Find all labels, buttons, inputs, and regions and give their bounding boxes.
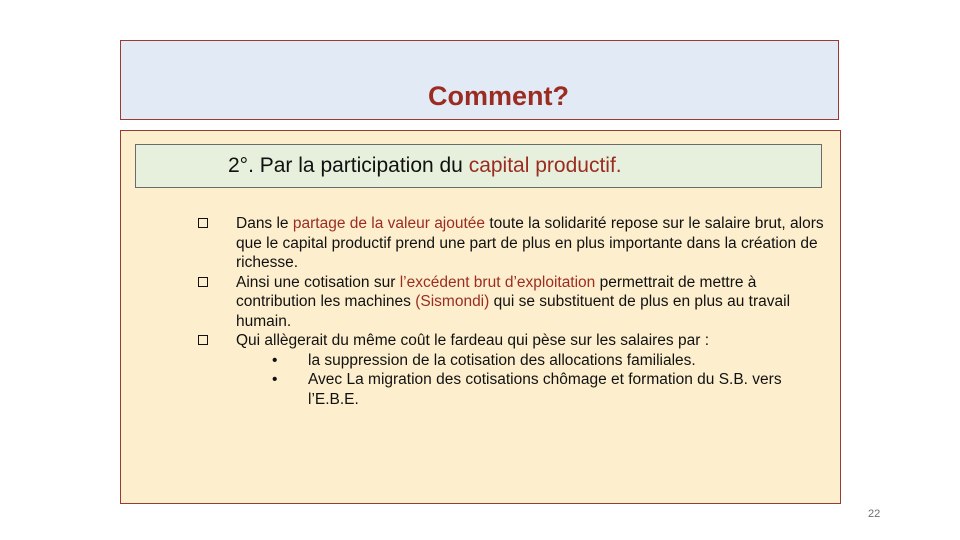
bullet-text: Dans le	[236, 215, 293, 232]
sub-bullet-item	[196, 351, 836, 371]
bullet-item	[196, 273, 836, 332]
checkbox-bullet-icon	[198, 335, 208, 345]
checkbox-bullet-icon	[198, 277, 208, 287]
sub-bullet-item	[196, 370, 836, 409]
bullet-text: Qui allègerait du même coût le fardeau qui pèse sur les salaires par :	[236, 332, 709, 349]
slide-subtitle	[228, 153, 622, 179]
slide-title: Comment?	[428, 81, 569, 111]
bullet-highlight: (Sismondi)	[415, 293, 490, 310]
bullet-text: Ainsi une cotisation sur	[236, 273, 400, 291]
bullet-text: permettrait de mettre à contribution les machines	[236, 273, 757, 310]
page-number: 22	[868, 508, 881, 520]
dot-bullet-icon: •	[272, 351, 278, 369]
dot-bullet-icon: •	[272, 371, 278, 388]
title-panel	[120, 40, 839, 120]
bullet-highlight: l’excédent brut d’exploitation	[399, 273, 596, 291]
bullet-item	[196, 214, 836, 273]
subtitle-highlight: capital productif.	[468, 154, 622, 177]
bullet-item	[196, 331, 836, 351]
sub-bullet-text: la suppression de la cotisation des allocations familiales.	[308, 351, 696, 369]
checkbox-bullet-icon	[198, 218, 208, 228]
subtitle-prefix: 2°. Par la participation du	[228, 154, 469, 177]
sub-bullet-text: Avec La migration des cotisations chômage et formation du S.B. vers l’E.B.E.	[308, 371, 782, 408]
bullet-text: qui se substituent de plus en plus au travail humain.	[236, 293, 791, 330]
subtitle-panel	[135, 144, 822, 188]
bullet-highlight: partage de la valeur ajoutée	[292, 215, 486, 232]
bullet-text: toute la solidarité repose sur le salaire brut, alors que le capital productif prend une part de plus en plus importante dans la création de richesse.	[236, 215, 824, 271]
bullet-list	[196, 214, 836, 409]
